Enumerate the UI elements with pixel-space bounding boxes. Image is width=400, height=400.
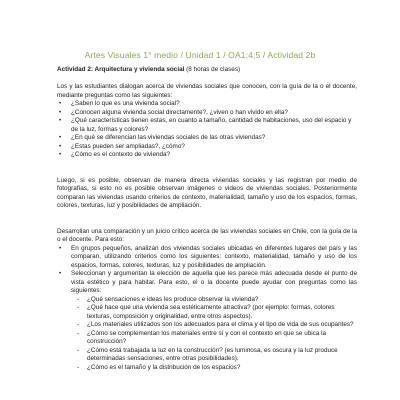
list-item: • ¿Estas pueden ser ampliadas?, ¿cómo? — [57, 143, 357, 152]
activity-title — [57, 66, 357, 75]
document-body — [57, 66, 357, 372]
step-list — [57, 245, 357, 373]
activity-title-bold: Actividad 2: Arquitectura y vivienda social — [57, 66, 185, 73]
list-item: • ¿Cómo es el contexto de vivienda? — [57, 151, 357, 160]
question-list — [57, 100, 357, 160]
sub-list-item: - ¿Cómo se complementan los materiales entre sí y con el contexto en que se ubica la construcción? — [57, 330, 357, 347]
list-item: • En grupos pequeños, analizan dos viviendas sociales ubicadas en diferentes lugares del país y las comparan, utilizando criterios como los siguientes: contexto, materialidad, tamaño y uso de los espacios, formas, colores, texturas, luz y posibilidades de ampliación. — [57, 245, 357, 271]
sub-list-item: - ¿Qué sensaciones e ideas les produce observar la vivienda? — [57, 296, 357, 305]
list-item: • ¿Qué características tienen estas, en cuanto a tamaño, cantidad de habitaciones, uso del espacio y de la luz, formas y colores? — [57, 117, 357, 134]
comparison-paragraph: Desarrollan una comparación y un juicio crítico acerca de las viviendas sociales en Chile, con la guía de la o el docente. Para esto: — [57, 227, 357, 243]
sub-list-item: - ¿Qué hace que una vivienda sea estéticamente atractiva? (por ejemplo: formas, colores texturas, composición y originalidad, entre otros aspectos). — [57, 304, 357, 321]
sub-list-item: - ¿Los materiales utilizados son los adecuados para el clima y el tipo de vida de sus ocupantes? — [57, 321, 357, 330]
page-header: Artes Visuales 1° medio / Unidad 1 / OA1;4;5 / Actividad 2b — [84, 50, 316, 60]
list-item: • ¿En qué se diferencian las viviendas sociales de las otras viviendas? — [57, 134, 357, 143]
list-item: • Seleccionan y argumentan la elección de aquella que les parece más adecuada desde el punto de vista estético y para habitar. Para esto, el o la docente puede ayudar con preguntas como las siguientes: — [57, 270, 357, 296]
sub-list-item: - ¿Cómo está trabajada la luz en la construcción? (es luminosa, es oscura y la luz produce determinadas sensaciones, entre otras posibilidades). — [57, 347, 357, 364]
sub-list-item: - ¿Cómo es el tamaño y la distribución de los espacios? — [57, 364, 357, 373]
intro-paragraph: Los y las estudiantes dialogan acerca de viviendas sociales que conocen, con la guía de la o el docente, mediante preguntas como las siguientes: — [57, 83, 357, 99]
activity-title-hours: (8 horas de clases) — [184, 66, 241, 73]
observation-paragraph: Luego, si es posible, observan de manera directa viviendas sociales y las registran por medio de fotografías, si esto no es posible observan imágenes o videos de viviendas sociales. Posteriormente comparan las viviendas usando criterios de contexto, materialidad, tamaño y uso de los espacios, formas, colores, texturas, luz y posibilidades de ampliación. — [57, 176, 357, 209]
list-item: • ¿Conocen alguna vivienda social directamente?, ¿viven o han vivido en ella? — [57, 109, 357, 118]
list-item: • ¿Saben lo que es una vivienda social? — [57, 100, 357, 109]
